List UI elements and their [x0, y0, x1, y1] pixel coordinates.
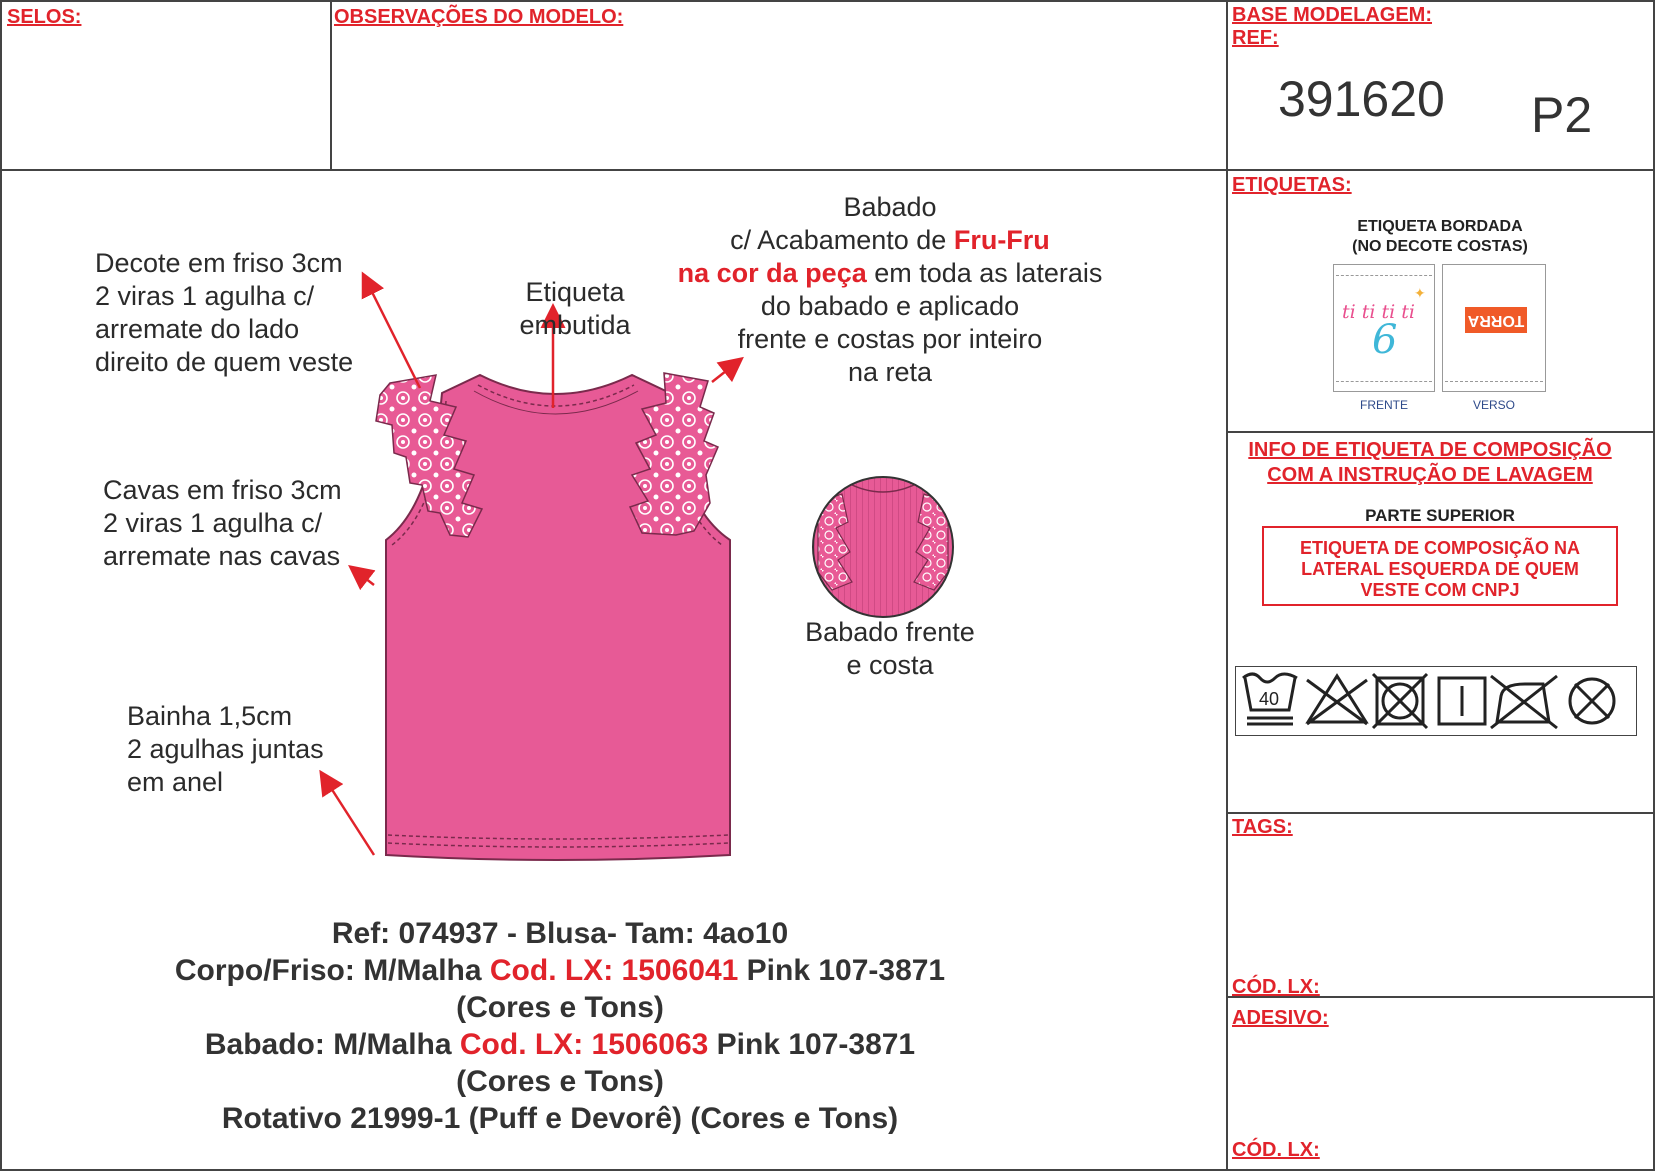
babado-frente-annotation: Babado frente e costa: [805, 617, 975, 680]
spec-rotativo-line: Rotativo 21999-1 (Puff e Devorê) (Cores e Tons): [221, 1102, 899, 1135]
bainha-annotation: Bainha 1,5cm 2 agulhas juntas em anel: [127, 701, 324, 797]
label-front-stitch-top: [1336, 275, 1432, 276]
composition-title: INFO DE ETIQUETA DE COMPOSIÇÃO COM A INSTRUÇÃO DE LAVAGEM: [1248, 439, 1612, 486]
babado-annotation: Babado c/ Acabamento de Fru-Fru na cor da peça em toda as laterais do babado e aplicado frente e costas por inteiro na reta: [677, 192, 1103, 387]
verso-caption: VERSO: [1472, 398, 1515, 412]
line-dry-icon: [1439, 678, 1485, 724]
torra-logo-text: TORRA: [1467, 312, 1525, 329]
frente-caption: FRENTE: [1360, 398, 1408, 412]
label-back-stitch-bottom: [1445, 381, 1543, 382]
no-iron-icon: [1491, 676, 1557, 728]
spec-babado-line: Babado: M/Malha Cod. LX: 1506063 Pink 107-3871: [204, 1028, 916, 1061]
base-modelagem-header: BASE MODELAGEM:: [1232, 4, 1432, 26]
sparkle-icon: ✦: [1414, 285, 1426, 301]
wash-symbols: [1235, 666, 1637, 736]
etiqueta-bordada-label: ETIQUETA BORDADA (NO DECOTE COSTAS): [1352, 218, 1528, 255]
torra-logo: [1465, 307, 1527, 333]
spec-cores-line-1: (Cores e Tons): [456, 991, 664, 1024]
no-tumble-dry-icon: [1373, 674, 1427, 728]
label-front: [1333, 264, 1435, 392]
composition-box: ETIQUETA DE COMPOSIÇÃO NA LATERAL ESQUERDA DE QUEM VESTE COM CNPJ: [1262, 526, 1618, 606]
arrow-cavas: [352, 568, 374, 585]
brand-logo-text: ti ti ti ti: [1342, 301, 1415, 323]
parte-superior-label: PARTE SUPERIOR: [1365, 506, 1515, 525]
adesivo-header: ADESIVO:: [1232, 1007, 1329, 1029]
label-front-stitch-bottom: [1336, 381, 1432, 382]
etiquetas-header: ETIQUETAS:: [1232, 174, 1352, 196]
cod-lx-tags: CÓD. LX:: [1232, 976, 1320, 998]
spec-cores-line-2: (Cores e Tons): [456, 1065, 664, 1098]
no-dry-clean-icon: [1570, 679, 1614, 723]
spec-corpo-line: Corpo/Friso: M/Malha Cod. LX: 1506041 Pink 107-3871: [174, 954, 946, 987]
cod-lx-adesivo: CÓD. LX:: [1232, 1139, 1320, 1161]
cavas-annotation: Cavas em friso 3cm 2 viras 1 agulha c/ arremate nas cavas: [103, 475, 342, 571]
brand-size-number: 6: [1372, 317, 1398, 363]
right-divider-1: [1227, 169, 1655, 171]
spec-block: [60, 915, 1060, 1137]
selos-header: SELOS:: [7, 6, 82, 28]
observacoes-header: OBSERVAÇÕES DO MODELO:: [334, 6, 624, 28]
spec-ref-line: Ref: 074937 - Blusa- Tam: 4ao10: [331, 917, 789, 950]
decote-annotation: Decote em friso 3cm 2 viras 1 agulha c/ arremate do lado direito de quem veste: [95, 248, 354, 377]
ref-header: REF:: [1232, 27, 1279, 49]
tags-header: TAGS:: [1232, 816, 1293, 838]
reference-number: 391620: [1278, 71, 1445, 127]
wash-temp-text: 40: [1258, 689, 1280, 709]
arrow-decote: [364, 276, 420, 388]
label-back: [1442, 264, 1546, 392]
reference-size: P2: [1531, 87, 1593, 143]
right-divider-2: [1227, 431, 1655, 433]
no-bleach-icon: [1307, 676, 1367, 724]
etiqueta-embutida-annotation: Etiqueta embutida: [519, 277, 631, 340]
right-divider-3: [1227, 812, 1655, 814]
arrow-bainha: [322, 774, 374, 855]
